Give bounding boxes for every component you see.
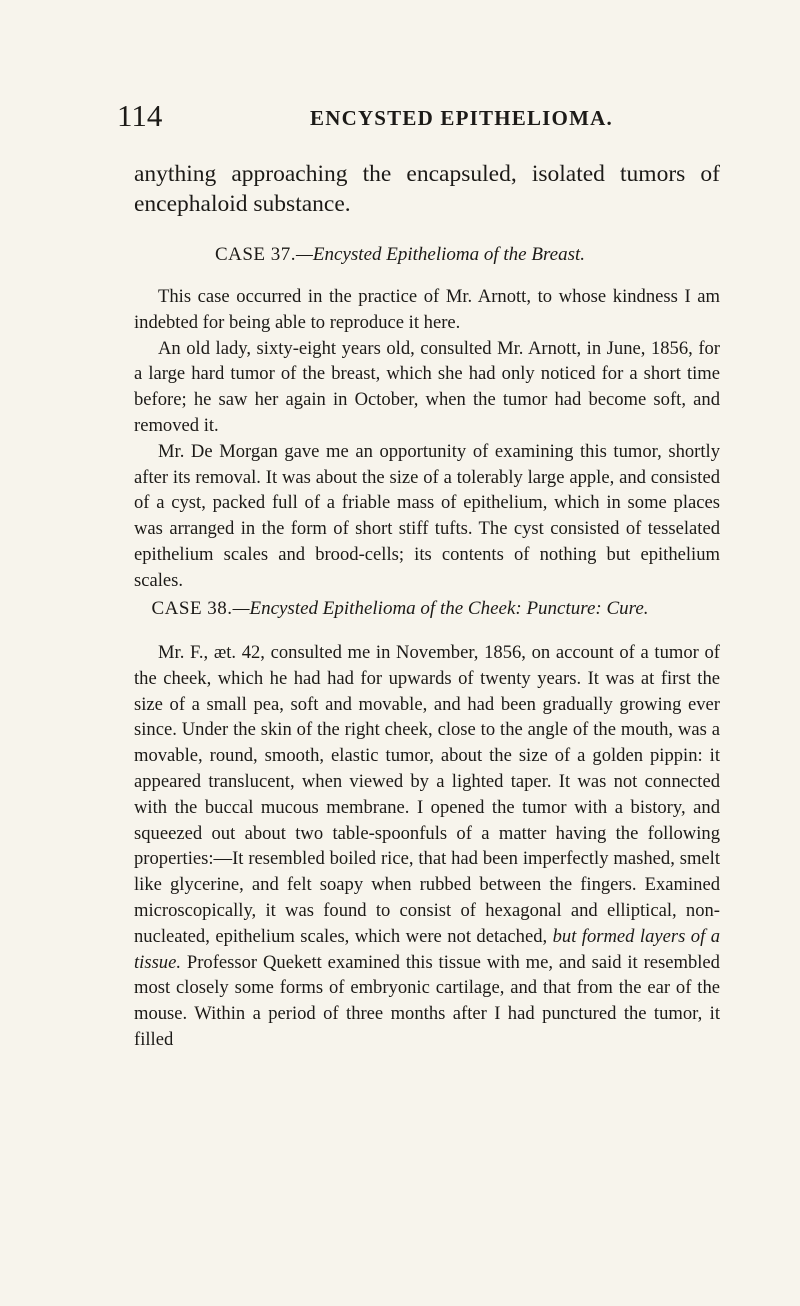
page-header — [117, 96, 717, 136]
case-38-paragraph — [134, 640, 720, 1053]
lead-paragraph: anything approaching the encapsuled, isolated tumors of encephaloid substance. — [134, 161, 720, 217]
case-37-title: —Encysted Epithelioma of the Breast. — [296, 244, 586, 265]
case-37-paragraph-2: An old lady, sixty-eight years old, consulted Mr. Arnott, in June, 1856, for a large hard tumor of the breast, which she had only noticed for a short time before; he saw her again in October, when the tumor had become soft, and removed it. — [134, 337, 720, 436]
case-38-text-before-italic: Mr. F., æt. 42, consulted me in November, 1856, on account of a tumor of the cheek, which he had had for upwards of twenty years. It was at first the size of a small pea, soft and movable, and had been gradually growing ever since. Under the skin of the right cheek, close to the angle of the mouth, was a movable, round, smooth, elastic tumor, about the size of a golden pippin: it appeared translucent, when viewed by a lighted taper. It was not connected with the buccal mucous membrane. I opened the tumor with a bistory, and squeezed out about two table-spoonfuls of a matter having the following properties:—It resembled boiled rice, that had been imperfectly mashed, smelt like glycerine, and felt soapy when rubbed between the fingers. Examined microscopically, it was found to consist of hexagonal and elliptical, non-nucleated, epithelium scales, which were not detached, — [134, 642, 720, 947]
case-37-paragraph-3: Mr. De Morgan gave me an opportunity of examining this tumor, shortly after its removal. It was about the size of a tolerably large apple, and consisted of a cyst, packed full of a friable mass of epithelium, which in some places was arranged in the form of short stiff tufts. The cyst consisted of tesselated epithelium scales and brood-cells; its contents of nothing but epithelium scales. — [134, 440, 720, 591]
case-37-body — [134, 284, 720, 594]
lead-paragraph-block — [134, 159, 720, 219]
case-38-body — [134, 640, 720, 1053]
case-38-heading — [0, 596, 800, 622]
case-37-heading — [0, 242, 800, 268]
case-37-paragraph-1: This case occurred in the practice of Mr. Arnott, to whose kindness I am indebted for being able to reproduce it here. — [134, 286, 720, 333]
case-38-text-after-italic: Professor Quekett examined this tissue with me, and said it resembled most closely some forms of embryonic cartilage, and that from the ear of the mouse. Within a period of three months after I had punctured the tumor, it filled — [134, 951, 720, 1050]
page-number: 114 — [117, 98, 163, 133]
case-37-label: CASE 37. — [214, 244, 297, 265]
case-38-italic-phrase: but formed layers of a tissue. — [134, 925, 720, 973]
running-head: ENCYSTED EPITHELIOMA. — [310, 106, 613, 130]
case-38-label: CASE 38. — [151, 598, 233, 619]
case-38-title: —Encysted Epithelioma of the Cheek: Puncture: Cure. — [232, 598, 649, 619]
